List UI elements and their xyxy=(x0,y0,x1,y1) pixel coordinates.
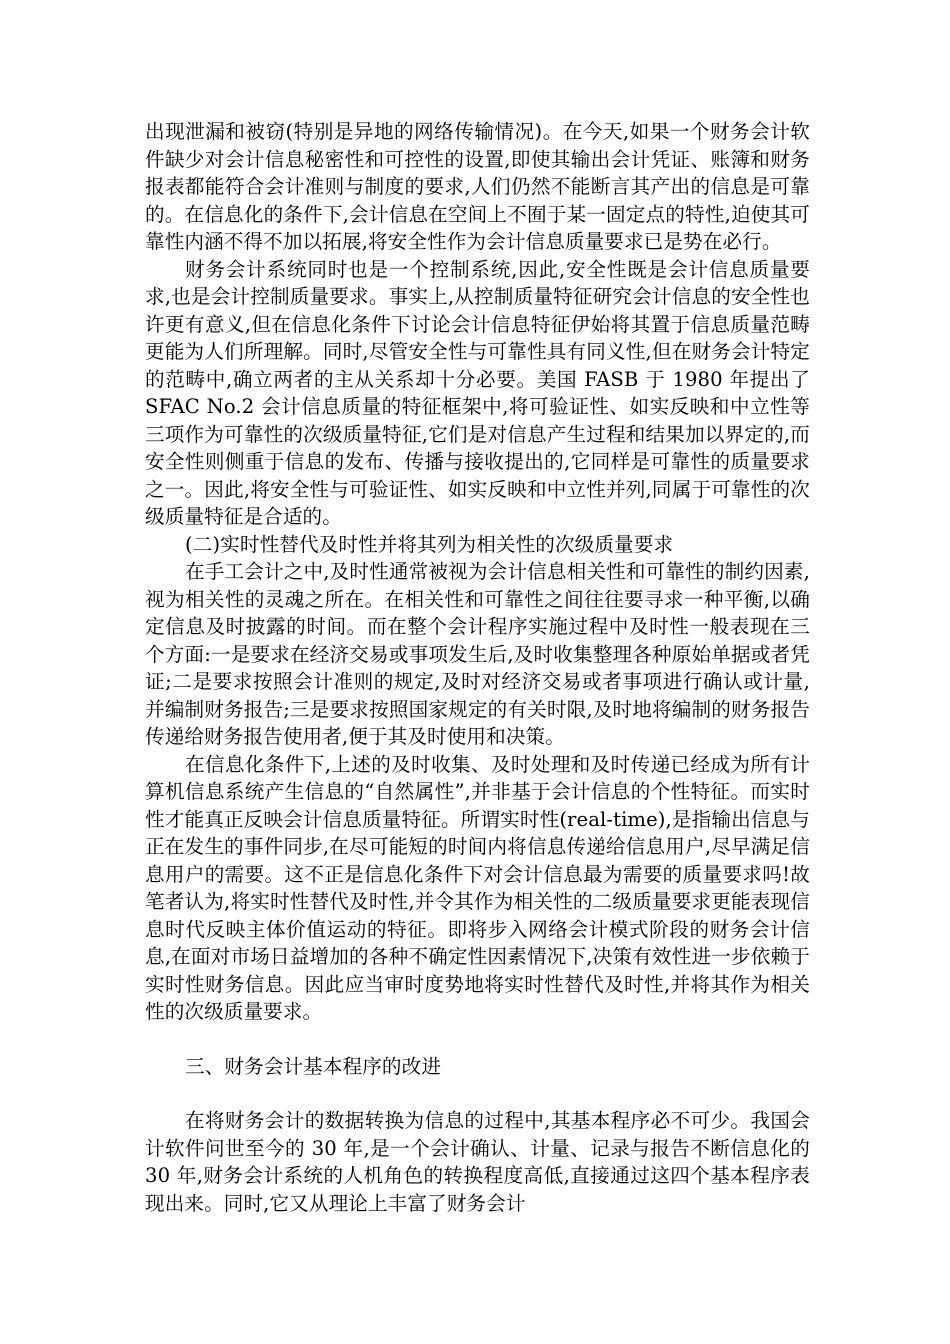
spacer xyxy=(145,1080,810,1107)
subheading-2: (二)实时性替代及时性并将其列为相关性的次级质量要求 xyxy=(185,532,674,556)
paragraph-5: 在将财务会计的数据转换为信息的过程中,其基本程序必不可少。我国会计软件问世至今的 30 年,是一个会计确认、计量、记录与报告不断信息化的 30 年,财务会计系统的人机角色的转换程度高低,直接通过这四个基本程序表现出来。同时,它又从理论上丰富了财务会计 xyxy=(145,1109,810,1215)
paragraph-2: 财务会计系统同时也是一个控制系统,因此,安全性既是会计信息质量要求,也是会计控制质量要求。事实上,从控制质量特征研究会计信息的安全性也许更有意义,但在信息化条件下讨论会计信息特征伊始将其置于信息质量范畴更能为人们所理解。同时,尽管安全性与可靠性具有同义性,但在财务会计特定的范畴中,确立两者的主从关系却十分必要。美国 FASB 于 1980 年提出了 SFAC No.2 会计信息质量的特征框架中,将可验证性、如实反映和中立性等三项作为可靠性的次级质量特征,它们是对信息产生过程和结果加以界定的,而安全性则侧重于信息的发布、传播与接收提出的,它同样是可靠性的质量要求之一。因此,将安全性与可验证性、如实反映和中立性并列,同属于可靠性的次级质量特征是合适的。 xyxy=(145,257,810,528)
paragraph-3: 在手工会计之中,及时性通常被视为会计信息相关性和可靠性的制约因素,视为相关性的灵魂之所在。在相关性和可靠性之间往往要寻求一种平衡,以确定信息及时披露的时间。而在整个会计程序实施过程中及时性一般表现在三个方面:一是要求在经济交易或事项发生后,及时收集整理各种原始单据或者凭证;二是要求按照会计准则的规定,及时对经济交易或者事项进行确认或计量,并编制财务报告;三是要求按照国家规定的有关时限,及时地将编制的财务报告传递给财务报告使用者,便于其及时使用和决策。 xyxy=(145,560,810,748)
document-body xyxy=(145,118,810,1217)
paragraph-4: 在信息化条件下,上述的及时收集、及时处理和及时传递已经成为所有计算机信息系统产生信息的“自然属性”,并非基于会计信息的个性特征。而实时性才能真正反映会计信息质量特征。所谓实时性(real-time),是指输出信息与正在发生的事件同步,在尽可能短的时间内将信息传递给信息用户,尽早满足信息用户的需要。这不正是信息化条件下对会计信息最为需要的质量要求吗!故笔者认为,将实时性替代及时性,并令其作为相关性的二级质量要求更能表现信息时代反映主体价值运动的特征。即将步入网络会计模式阶段的财务会计信息,在面对市场日益增加的各种不确定性因素情况下,决策有效性进一步依赖于实时性财务信息。因此应当审时度势地将实时性替代及时性,并将其作为相关性的次级质量要求。 xyxy=(145,752,810,1023)
section-heading-3: 三、财务会计基本程序的改进 xyxy=(185,1054,442,1078)
spacer xyxy=(145,1026,810,1053)
paragraph-1: 出现泄漏和被窃(特别是异地的网络传输情况)。在今天,如果一个财务会计软件缺少对会计信息秘密性和可控性的设置,即使其输出会计凭证、账簿和财务报表都能符合会计准则与制度的要求,人们仍然不能断言其产出的信息是可靠的。在信息化的条件下,会计信息在空间上不囿于某一固定点的特性,迫使其可靠性内涵不得不加以拓展,将安全性作为会计信息质量要求已是势在必行。 xyxy=(145,120,810,253)
